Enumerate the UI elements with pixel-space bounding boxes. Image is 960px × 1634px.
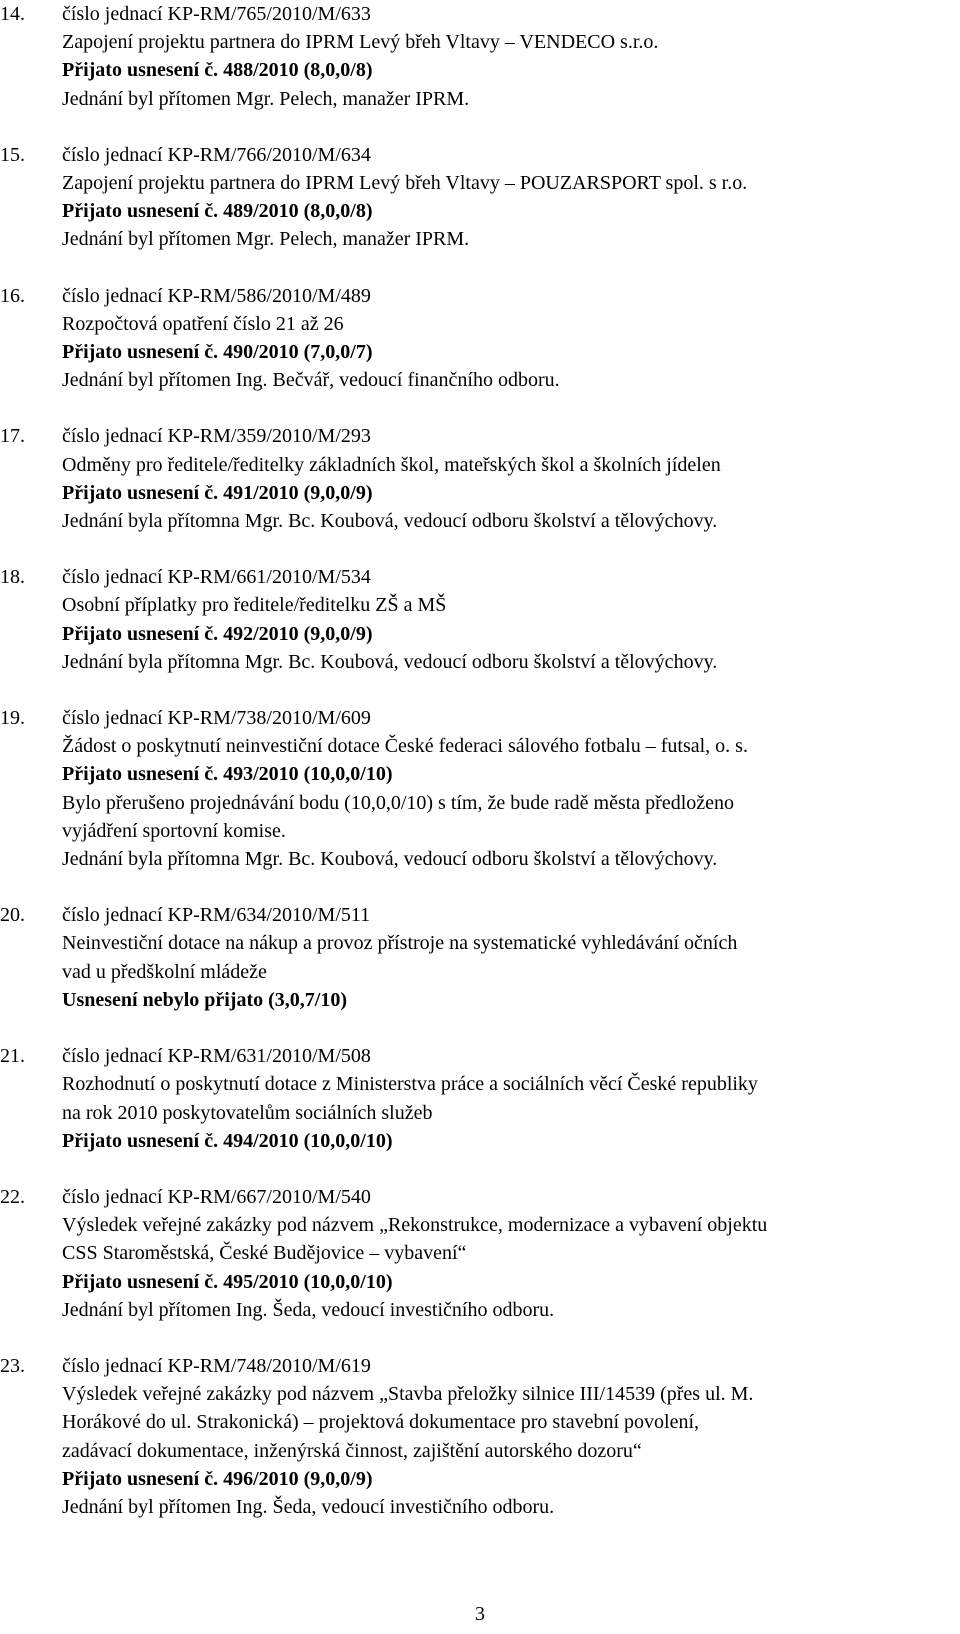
agenda-item xyxy=(0,1183,960,1324)
agenda-item-text: zadávací dokumentace, inženýrská činnost, zajištění autorského dozoru“ xyxy=(62,1439,642,1462)
agenda-item-number: 18. xyxy=(0,566,25,589)
agenda-item-text: Horákové do ul. Strakonická) – projektová dokumentace pro stavební povolení, xyxy=(62,1411,700,1434)
agenda-item-number: 23. xyxy=(0,1354,25,1377)
agenda-item xyxy=(0,282,960,395)
agenda-item xyxy=(0,1352,960,1521)
agenda-item-text: Zapojení projektu partnera do IPRM Levý břeh Vltavy – POUZARSPORT spol. s r.o. xyxy=(62,172,748,195)
agenda-item-number: 15. xyxy=(0,143,25,166)
agenda-item-text: Zapojení projektu partnera do IPRM Levý břeh Vltavy – VENDECO s.r.o. xyxy=(62,31,659,54)
agenda-item xyxy=(0,563,960,676)
agenda-item-number: 21. xyxy=(0,1045,25,1068)
agenda-item-text: vyjádření sportovní komise. xyxy=(62,819,286,842)
agenda-item-text: Jednání byl přítomen Ing. Bečvář, vedoucí finančního odboru. xyxy=(62,369,560,392)
resolution-line: Přijato usnesení č. 488/2010 (8,0,0/8) xyxy=(62,59,373,82)
agenda-item-text: Jednání byl přítomen Mgr. Pelech, manažer IPRM. xyxy=(62,87,470,110)
agenda-item xyxy=(0,704,960,873)
agenda-item-text: Odměny pro ředitele/ředitelky základních škol, mateřských škol a školních jídelen xyxy=(62,453,721,476)
agenda-item-number: 16. xyxy=(0,284,25,307)
resolution-line: Přijato usnesení č. 493/2010 (10,0,0/10) xyxy=(62,763,393,786)
reference-number: číslo jednací KP-RM/634/2010/M/511 xyxy=(62,904,371,927)
reference-number: číslo jednací KP-RM/766/2010/M/634 xyxy=(62,143,371,166)
resolution-line: Přijato usnesení č. 491/2010 (9,0,0/9) xyxy=(62,481,373,504)
agenda-item xyxy=(0,141,960,254)
agenda-item-text: Jednání byl přítomen Ing. Šeda, vedoucí investičního odboru. xyxy=(62,1495,555,1518)
agenda-item-text: Rozpočtová opatření číslo 21 až 26 xyxy=(62,312,344,335)
agenda-item xyxy=(0,422,960,535)
reference-number: číslo jednací KP-RM/765/2010/M/633 xyxy=(62,3,371,25)
resolution-line: Přijato usnesení č. 492/2010 (9,0,0/9) xyxy=(62,622,373,645)
agenda-item-text: Jednání byla přítomna Mgr. Bc. Koubová, vedoucí odboru školství a tělovýchovy. xyxy=(62,650,718,673)
agenda-item-text: CSS Staroměstská, České Budějovice – vybavení“ xyxy=(62,1242,467,1265)
agenda-item-text: Jednání byl přítomen Ing. Šeda, vedoucí investičního odboru. xyxy=(62,1298,555,1321)
reference-number: číslo jednací KP-RM/586/2010/M/489 xyxy=(62,284,371,307)
reference-number: číslo jednací KP-RM/359/2010/M/293 xyxy=(62,425,371,448)
resolution-line: Přijato usnesení č. 496/2010 (9,0,0/9) xyxy=(62,1467,373,1490)
agenda-item-number: 14. xyxy=(0,3,25,25)
agenda-item-number: 19. xyxy=(0,707,25,730)
reference-number: číslo jednací KP-RM/631/2010/M/508 xyxy=(62,1045,371,1068)
agenda-item-text: Žádost o poskytnutí neinvestiční dotace České federaci sálového fotbalu – futsal, o. s. xyxy=(62,735,748,758)
agenda-item-text: Osobní příplatky pro ředitele/ředitelku ZŠ a MŠ xyxy=(62,594,447,617)
agenda-item-text: Výsledek veřejné zakázky pod názvem „Rekonstrukce, modernizace a vybavení objektu xyxy=(62,1214,768,1237)
resolution-line: Přijato usnesení č. 489/2010 (8,0,0/8) xyxy=(62,200,373,223)
agenda-item xyxy=(0,901,960,1014)
agenda-item-text: Rozhodnutí o poskytnutí dotace z Ministerstva práce a sociálních věcí České republiky xyxy=(62,1073,758,1096)
agenda-item xyxy=(0,1042,960,1155)
reference-number: číslo jednací KP-RM/748/2010/M/619 xyxy=(62,1354,371,1377)
resolution-line: Usnesení nebylo přijato (3,0,7/10) xyxy=(62,988,347,1011)
page-number: 3 xyxy=(475,1603,485,1625)
resolution-line: Přijato usnesení č. 494/2010 (10,0,0/10) xyxy=(62,1129,393,1152)
agenda-item-number: 22. xyxy=(0,1185,25,1208)
reference-number: číslo jednací KP-RM/667/2010/M/540 xyxy=(62,1185,371,1208)
agenda-item-text: Neinvestiční dotace na nákup a provoz přístroje na systematické vyhledávání očních xyxy=(62,932,738,955)
agenda-item-text: Jednání byla přítomna Mgr. Bc. Koubová, vedoucí odboru školství a tělovýchovy. xyxy=(62,848,718,871)
resolution-line: Přijato usnesení č. 490/2010 (7,0,0/7) xyxy=(62,341,373,364)
agenda-item-number: 17. xyxy=(0,425,25,448)
agenda-item-text: Jednání byla přítomna Mgr. Bc. Koubová, vedoucí odboru školství a tělovýchovy. xyxy=(62,510,718,533)
agenda-item xyxy=(0,0,960,113)
agenda-item-text: na rok 2010 poskytovatelům sociálních služeb xyxy=(62,1101,433,1124)
agenda-item-text: Bylo přerušeno projednávání bodu (10,0,0/10) s tím, že bude radě města předloženo xyxy=(62,791,735,814)
resolution-line: Přijato usnesení č. 495/2010 (10,0,0/10) xyxy=(62,1270,393,1293)
agenda-item-text: Jednání byl přítomen Mgr. Pelech, manažer IPRM. xyxy=(62,228,470,251)
agenda-item-text: Výsledek veřejné zakázky pod názvem „Stavba přeložky silnice III/14539 (přes ul. M. xyxy=(62,1383,754,1406)
agenda-item-number: 20. xyxy=(0,904,25,927)
agenda-item-text: vad u předškolní mládeže xyxy=(62,960,267,983)
reference-number: číslo jednací KP-RM/661/2010/M/534 xyxy=(62,566,371,589)
reference-number: číslo jednací KP-RM/738/2010/M/609 xyxy=(62,707,371,730)
